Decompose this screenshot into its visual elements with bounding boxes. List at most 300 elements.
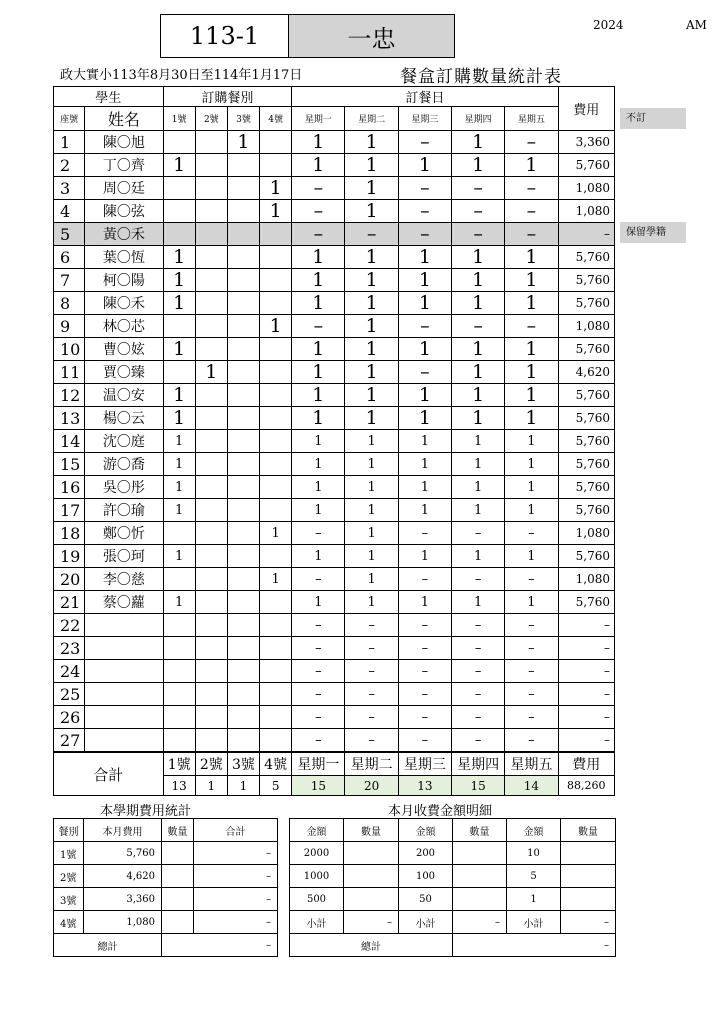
day-order: 1 [452,591,505,614]
meal-count [260,453,292,476]
total-value: 1 [195,776,227,796]
denomination: 2000 [290,842,344,865]
row-fee: – [558,706,614,729]
total-value: 1 [227,776,259,796]
day-order: – [452,614,505,637]
meal-sum: – [194,911,278,934]
student-row [54,269,615,292]
student-row [54,223,615,246]
meal-count [260,729,292,753]
sem-header-type: 餐別 [54,819,84,842]
note-retain-enrollment: 保留學籍 [620,222,686,243]
denomination: 500 [290,888,344,911]
day-order: 1 [452,499,505,522]
meal-count [163,706,195,729]
student-name: 沈〇庭 [85,430,163,453]
student-row [54,568,615,591]
day-order: 1 [398,499,451,522]
total-col-label: 星期四 [452,752,505,776]
meal-count [260,384,292,407]
student-row [54,614,615,637]
total-value: 14 [505,776,558,796]
student-row [54,591,615,614]
meal-type: 3號 [54,888,84,911]
day-order: – [292,706,345,729]
seat-number: 11 [54,361,85,384]
meal-qty [162,888,194,911]
meal-count [163,315,195,338]
denomination: 50 [399,888,453,911]
day-order: 1 [292,246,345,269]
day-order: 1 [292,499,345,522]
denomination-qty: – [453,911,507,934]
row-fee: 5,760 [558,269,614,292]
denomination-qty [344,842,399,865]
day-order: 1 [345,361,398,384]
day-order: 1 [452,269,505,292]
meal-count [195,637,227,660]
row-fee: – [558,614,614,637]
student-row [54,729,615,753]
meal-count: 1 [163,499,195,522]
day-order: – [398,223,451,246]
student-row [54,246,615,269]
day-order: 1 [452,292,505,315]
seat-number: 9 [54,315,85,338]
meal-count [227,568,259,591]
meal-count: 1 [163,292,195,315]
student-name: 周〇廷 [85,177,163,200]
day-order: 1 [505,591,558,614]
total-value: 13 [163,776,195,796]
denomination-qty [453,888,507,911]
day-order: – [398,706,451,729]
tue-header: 星期二 [345,107,398,131]
meal-count [195,522,227,545]
student-row [54,522,615,545]
row-fee: – [558,683,614,706]
student-name: 葉〇恆 [85,246,163,269]
meal-count [227,729,259,753]
seat-number: 13 [54,407,85,430]
meal-count [227,545,259,568]
meal-count [260,269,292,292]
day-order: 1 [452,545,505,568]
meal-count [195,614,227,637]
day-order: – [292,660,345,683]
day-order: 1 [345,338,398,361]
meal-count [195,453,227,476]
day-order: 1 [345,269,398,292]
student-name: 林〇芯 [85,315,163,338]
student-row [54,683,615,706]
denomination-qty [561,842,616,865]
day-order: – [292,568,345,591]
day-order: – [505,131,558,154]
denomination-qty [344,865,399,888]
meal-count [195,223,227,246]
meal-count [260,292,292,315]
day-order: 1 [398,476,451,499]
total-col-label: 3號 [227,752,259,776]
total-col-label: 費用 [558,752,614,776]
meal-count [260,637,292,660]
student-name: 柯〇陽 [85,269,163,292]
meal-count: 1 [163,545,195,568]
collection-grand-value: – [453,934,616,957]
seat-number: 12 [54,384,85,407]
meal-qty [162,865,194,888]
seat-number: 5 [54,223,85,246]
meal-count [227,200,259,223]
day-order: – [398,729,451,753]
student-name: 張〇珂 [85,545,163,568]
day-order: 1 [292,384,345,407]
meal-fee: 4,620 [84,865,162,888]
meal-count [195,660,227,683]
total-value: 5 [260,776,292,796]
day-order: – [505,315,558,338]
meal-count [195,154,227,177]
meal-count [227,223,259,246]
student-name: 鄭〇忻 [85,522,163,545]
day-order: 1 [505,476,558,499]
day-order: 1 [292,154,345,177]
meal-sum: – [194,842,278,865]
row-fee: – [558,729,614,753]
day-order: – [398,614,451,637]
day-order: 1 [292,545,345,568]
day-order: 1 [398,430,451,453]
denomination-qty: – [561,911,616,934]
seat-number: 2 [54,154,85,177]
wed-header: 星期三 [398,107,451,131]
day-order: 1 [452,430,505,453]
day-order: – [345,223,398,246]
day-order: – [292,200,345,223]
student-name: 許〇瑜 [85,499,163,522]
day-order: 1 [345,200,398,223]
student-row [54,361,615,384]
seat-number: 23 [54,637,85,660]
row-fee: 1,080 [558,315,614,338]
seat-number: 4 [54,200,85,223]
meal-count [195,292,227,315]
day-order: 1 [292,476,345,499]
mon-header: 星期一 [292,107,345,131]
meal-count [227,476,259,499]
seat-number: 16 [54,476,85,499]
meal-count [227,706,259,729]
semester-grand-value: – [162,934,278,957]
row-fee: 5,760 [558,407,614,430]
day-order: – [505,729,558,753]
row-fee: 5,760 [558,476,614,499]
meal-count [227,154,259,177]
day-order: – [398,522,451,545]
row-fee: 5,760 [558,246,614,269]
day-order: – [345,660,398,683]
day-order: 1 [345,591,398,614]
total-value: 15 [292,776,345,796]
total-col-label: 4號 [260,752,292,776]
meal-count: 1 [260,315,292,338]
denomination: 200 [399,842,453,865]
day-order: – [505,200,558,223]
student-name: 賈〇臻 [85,361,163,384]
meal-count [227,269,259,292]
row-fee: 4,620 [558,361,614,384]
row-fee: 1,080 [558,522,614,545]
row-fee: 5,760 [558,292,614,315]
meal-count [163,568,195,591]
student-row [54,499,615,522]
seat-number: 7 [54,269,85,292]
day-order: – [505,223,558,246]
meal3-header: 3號 [227,107,259,131]
day-order: – [398,568,451,591]
meal-count [260,683,292,706]
meal-count [195,499,227,522]
day-order: 1 [505,246,558,269]
student-name: 陳〇弦 [85,200,163,223]
total-label: 合計 [54,752,164,796]
day-order: – [452,315,505,338]
seat-number: 19 [54,545,85,568]
meal-count [163,223,195,246]
meal-count [195,591,227,614]
meal-count [195,729,227,753]
row-fee: 1,080 [558,568,614,591]
day-order: 1 [398,384,451,407]
meal-qty [162,842,194,865]
meal-count [260,407,292,430]
row-fee: 5,760 [558,499,614,522]
day-order: – [452,637,505,660]
col-header-amount: 金額 [399,819,453,842]
student-row [54,315,615,338]
meal-count [163,683,195,706]
student-row [54,545,615,568]
day-order: – [452,522,505,545]
student-name: 陳〇禾 [85,292,163,315]
meal-count: 1 [163,591,195,614]
student-row [54,200,615,223]
day-order: 1 [452,131,505,154]
day-order: – [452,177,505,200]
col-header-qty: 數量 [453,819,507,842]
day-order: 1 [452,476,505,499]
student-row [54,637,615,660]
seat-number: 14 [54,430,85,453]
total-value: 13 [398,776,451,796]
seat-number: 25 [54,683,85,706]
order-table [53,86,615,796]
col-header-amount: 金額 [290,819,344,842]
student-row [54,407,615,430]
meal-count [195,407,227,430]
meal-count [260,660,292,683]
seat-number: 15 [54,453,85,476]
day-order: 1 [345,430,398,453]
day-order: – [452,683,505,706]
seat-number: 22 [54,614,85,637]
fee-header: 費用 [558,87,614,131]
meal-count [227,361,259,384]
meal-count [260,499,292,522]
day-order: 1 [505,292,558,315]
student-row [54,430,615,453]
meal-count [227,338,259,361]
seat-number: 27 [54,729,85,753]
col-header-qty: 數量 [344,819,399,842]
day-order: – [398,660,451,683]
meal-count [227,384,259,407]
meal-count [195,246,227,269]
semester-fee-table [53,818,278,957]
day-order: 1 [345,453,398,476]
day-order: – [345,706,398,729]
meal-type: 1號 [54,842,84,865]
student-row [54,384,615,407]
day-order: – [505,568,558,591]
day-order: 1 [292,338,345,361]
meal-count [195,476,227,499]
student-name: 李〇慈 [85,568,163,591]
meal-count [163,200,195,223]
meal-count [227,246,259,269]
student-name: 黃〇禾 [85,223,163,246]
day-order: 1 [292,292,345,315]
day-order: 1 [292,361,345,384]
meal-count [163,131,195,154]
student-row [54,338,615,361]
meal-count [163,637,195,660]
meal-fee: 1,080 [84,911,162,934]
day-order: 1 [345,522,398,545]
meal-count: 1 [260,568,292,591]
day-order: – [345,637,398,660]
sem-header-qty: 數量 [162,819,194,842]
meal-count: 1 [163,407,195,430]
meal-count: 1 [227,131,259,154]
day-order: – [292,637,345,660]
meal-count [260,223,292,246]
student-name: 陳〇旭 [85,131,163,154]
meal-count [195,177,227,200]
meal-count [195,338,227,361]
student-name [85,729,163,753]
school-period: 政大實小113年8月30日至114年1月17日 [60,68,303,83]
seat-number: 21 [54,591,85,614]
day-order: – [292,522,345,545]
collection-table [289,818,616,957]
student-name [85,706,163,729]
student-group-header: 學生 [54,87,164,107]
meal-count [227,407,259,430]
meal-sum: – [194,865,278,888]
meal-count [195,430,227,453]
meal-count: 1 [163,453,195,476]
meal-count [227,660,259,683]
meal-count [195,568,227,591]
day-order: – [505,660,558,683]
row-fee: – [558,660,614,683]
thu-header: 星期四 [452,107,505,131]
student-name: 蔡〇蘿 [85,591,163,614]
meal-count [260,131,292,154]
day-order: – [292,614,345,637]
student-name [85,683,163,706]
meal-count [163,729,195,753]
meal-count [260,476,292,499]
day-order: – [452,660,505,683]
class-name: 一忠 [347,24,396,53]
meal-type-group-header: 訂購餐別 [163,87,292,107]
seat-number: 24 [54,660,85,683]
seat-number: 20 [54,568,85,591]
meal-count [227,591,259,614]
day-order: 1 [505,499,558,522]
meal1-header: 1號 [163,107,195,131]
student-name: 游〇喬 [85,453,163,476]
meal-count [227,177,259,200]
meal-count [163,177,195,200]
semester-fee-title: 本學期費用統計 [100,804,192,819]
meal-qty [162,911,194,934]
meal-count [227,614,259,637]
day-order: 1 [292,131,345,154]
order-day-group-header: 訂餐日 [292,87,558,107]
day-order: 1 [505,154,558,177]
day-order: 1 [345,568,398,591]
meal-count [227,430,259,453]
day-order: 1 [345,177,398,200]
day-order: – [505,614,558,637]
semester-grand-label: 總計 [54,934,162,957]
day-order: 1 [292,453,345,476]
day-order: – [398,637,451,660]
meal-count [195,200,227,223]
day-order: 1 [345,131,398,154]
day-order: 1 [505,361,558,384]
meal-count [195,545,227,568]
meal4-header: 4號 [260,107,292,131]
meal-count [260,338,292,361]
meal-count: 1 [260,522,292,545]
denomination-qty [344,888,399,911]
meal-count: 1 [163,246,195,269]
day-order: – [292,223,345,246]
denomination-qty: – [344,911,399,934]
day-order: – [345,729,398,753]
day-order: – [292,177,345,200]
meal-count: 1 [163,430,195,453]
denomination-qty [561,865,616,888]
day-order: 1 [345,292,398,315]
meal-fee: 5,760 [84,842,162,865]
total-col-label: 星期五 [505,752,558,776]
row-fee: 1,080 [558,200,614,223]
row-fee: 5,760 [558,591,614,614]
meal-count [195,683,227,706]
student-row [54,292,615,315]
denomination: 10 [507,842,561,865]
day-order: – [452,568,505,591]
meal-type: 4號 [54,911,84,934]
denomination: 小計 [290,911,344,934]
day-order: 1 [345,407,398,430]
